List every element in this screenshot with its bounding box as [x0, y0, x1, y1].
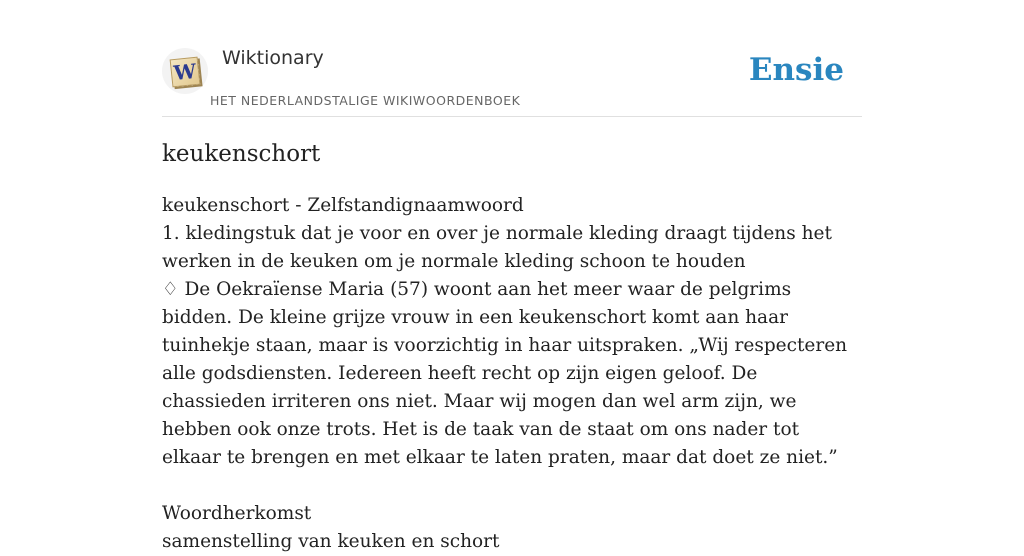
spacer [162, 472, 862, 500]
entry-content [162, 136, 862, 556]
etymology-text: samenstelling van keuken en schort [162, 531, 500, 552]
ensie-brand-link[interactable]: Ensie [748, 52, 844, 88]
part-of-speech-line: keukenschort - Zelfstandignaamwoord [162, 195, 524, 216]
etymology-heading: Woordherkomst [162, 503, 312, 524]
site-header [162, 40, 862, 117]
entry-title: keukenschort [162, 141, 321, 167]
definition-text: 1. kledingstuk dat je voor en over je normale kleding draagt tijdens het werken in de keuken om je normale kleding schoon te houden [162, 223, 832, 272]
example-text: ♢ De Oekraïense Maria (57) woont aan het meer waar de pelgrims bidden. De kleine grijze vrouw in een keukenschort komt aan haar tuinhekje staan, maar is voorzichtig in haar uitspraken. „Wij respecteren alle godsdiensten. Iedereen heeft recht op zijn eigen geloof. De chassieden irriteren ons niet. Maar wij mogen dan wel arm zijn, we hebben ook onze trots. Het is de taak van de staat om ons nader tot elkaar te brengen en met elkaar te laten praten, maar dat doet ze niet.” [162, 279, 848, 468]
logo-tile [170, 57, 201, 88]
wiktionary-logo-icon[interactable] [162, 48, 208, 94]
logo-letter: W [172, 58, 198, 86]
site-tagline: HET NEDERLANDSTALIGE WIKIWOORDENBOEK [210, 93, 521, 108]
site-name[interactable]: Wiktionary [222, 47, 324, 69]
entry-body [162, 192, 862, 556]
